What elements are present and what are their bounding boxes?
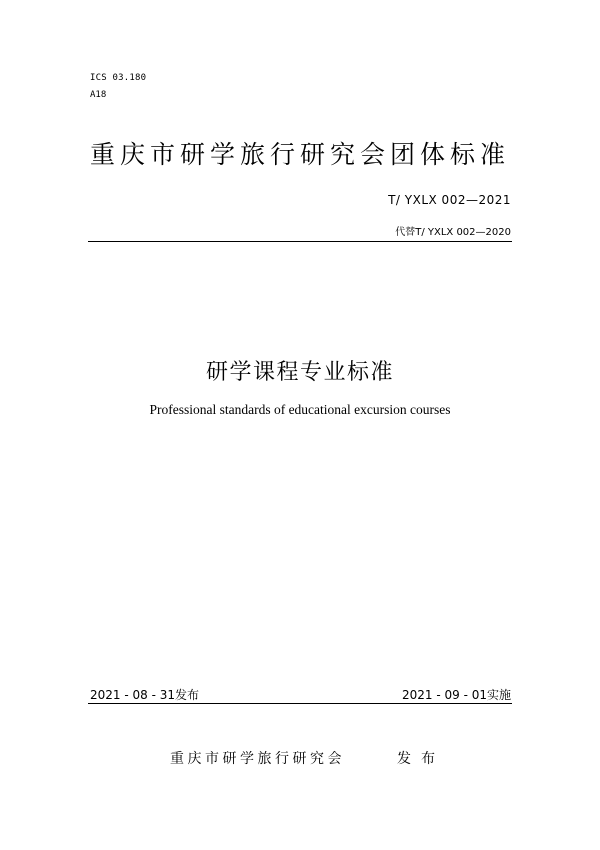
issuing-organization: 重庆市研学旅行研究会 (170, 751, 345, 767)
standard-title-chinese: 研学课程专业标准 (205, 360, 394, 385)
classification-code: A18 (90, 90, 107, 100)
issue-label: 发布 (397, 751, 445, 767)
replaces-standard: 代替T/ YXLX 002—2020 (395, 227, 511, 238)
header-divider (88, 241, 512, 242)
ics-code: ICS 03.180 (90, 73, 147, 83)
publish-date: 2021 - 08 - 31发布 (90, 688, 199, 702)
organization-standard-title: 重庆市研学旅行研究会团体标准 (90, 140, 511, 169)
footer-divider (88, 703, 512, 704)
standard-title-english: Professional standards of educational excursion courses (149, 402, 451, 417)
standard-number: T/ YXLX 002—2021 (388, 193, 511, 207)
implement-date: 2021 - 09 - 01实施 (402, 688, 511, 702)
